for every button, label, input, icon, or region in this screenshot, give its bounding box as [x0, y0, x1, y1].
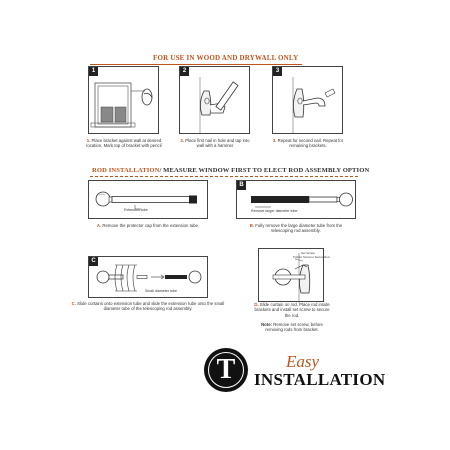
extension-tube-illustration — [89, 181, 209, 220]
rod-step-a-panel — [88, 180, 208, 219]
rod-step-b-panel — [236, 180, 356, 219]
set-screw-label: Set Screw — [301, 251, 315, 255]
step-3-caption: 3. Repeat for second nail. Repeat for remaining brackets. — [272, 138, 344, 149]
wood-drywall-heading: FOR USE IN WOOD AND DRYWALL ONLY — [153, 54, 299, 62]
heading-dashed-line — [90, 176, 358, 177]
rod-installation-heading: ROD INSTALLATION/ MEASURE WINDOW FIRST TO ELECT ROD ASSEMBLY OPTION — [92, 167, 370, 174]
window-bracket-illustration — [89, 67, 160, 135]
tighten-screw-label: Tighten Screw to Secure Rod — [293, 255, 330, 259]
logo-letter: T — [216, 354, 236, 385]
hammer-nail-illustration — [180, 67, 251, 135]
remove-larger-tube-label: Remove larger diameter tube — [251, 209, 298, 213]
step-1-caption: 1. Place bracket against wall at desired location. Mark top of bracket with pencil — [86, 138, 162, 149]
extension-tube-label: Extension tube — [124, 208, 148, 212]
step-1-number: 1 — [89, 67, 98, 76]
small-diameter-tube-label: Small diameter tube — [145, 289, 177, 293]
step-3-panel — [272, 66, 343, 134]
rod-step-d-caption: D. Slide curtain on rod. Place rod inside brackets and install set screw to secure the rod. — [254, 302, 330, 318]
rod-step-c-caption: C. Slide curtains onto extension tube and slide the extension tube onto the small diameter tube of the telescoping rod assembly. — [71, 301, 225, 312]
rod-step-b-caption: B. Fully remove the large diameter tube from the telescoping rod assembly. — [249, 223, 343, 234]
rod-step-d-note: Note: Remove set screw, before removing rods from bracket. — [261, 322, 323, 333]
heading-underline — [90, 64, 302, 65]
remove-tube-illustration — [237, 181, 357, 220]
rod-step-c-marker: C — [89, 257, 98, 266]
installation-label: INSTALLATION — [254, 370, 386, 389]
bracket-repeat-illustration — [273, 67, 344, 135]
rod-step-a-caption: A. Remove the protector cap from the extension tube. — [96, 223, 200, 228]
step-2-caption: 2. Place first nail in hole and tap into wall with a hammer — [180, 138, 250, 149]
step-3-number: 3 — [273, 67, 282, 76]
easy-label: Easy — [286, 352, 320, 371]
step-1-panel — [88, 66, 159, 134]
brand-logo — [204, 348, 248, 392]
step-2-number: 2 — [180, 67, 189, 76]
rod-step-b-marker: B — [237, 181, 246, 190]
rod-step-c-panel — [88, 256, 208, 298]
rod-step-d-panel — [258, 248, 330, 302]
step-2-panel — [179, 66, 250, 134]
